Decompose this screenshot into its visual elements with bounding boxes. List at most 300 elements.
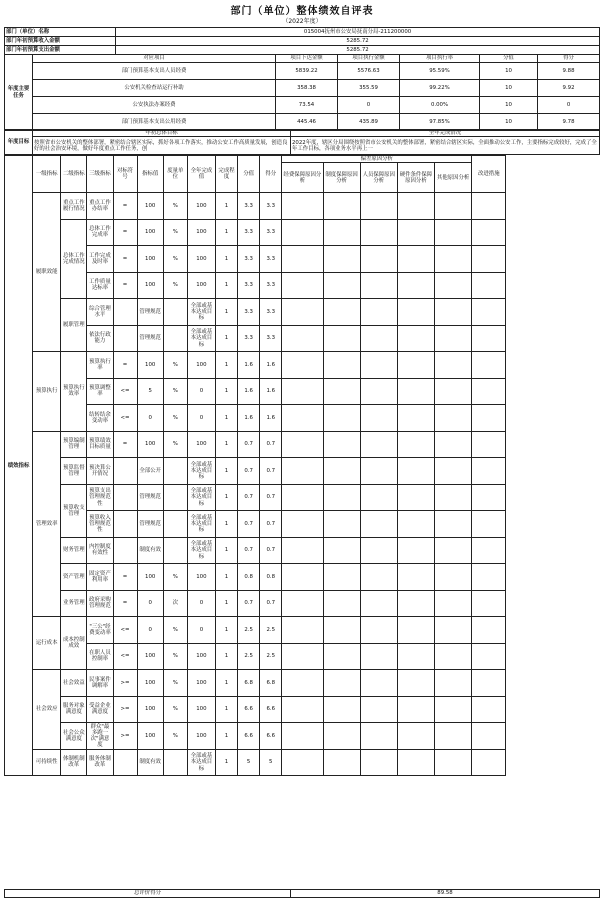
level3-indicator: 群众"最多跑一次"满意度 — [87, 723, 113, 750]
unit: % — [163, 564, 187, 591]
indicator-row — [5, 537, 599, 564]
task-executed: 435.89 — [338, 114, 400, 131]
indicator-row — [5, 272, 599, 299]
weight: 1.6 — [238, 352, 260, 379]
empty-analysis-cell — [282, 749, 323, 776]
comparison-symbol — [113, 299, 137, 326]
empty-analysis-cell — [435, 219, 472, 246]
empty-analysis-cell — [397, 590, 434, 617]
empty-analysis-cell — [360, 590, 397, 617]
empty-analysis-cell — [282, 511, 323, 538]
actual-value: 100 — [187, 696, 215, 723]
indicator-header: 分值 — [238, 156, 260, 193]
weight: 6.6 — [238, 723, 260, 750]
empty-analysis-cell — [397, 564, 434, 591]
score: 3.3 — [260, 272, 282, 299]
comparison-symbol: = — [113, 272, 137, 299]
target-value: 管理规范 — [137, 484, 163, 511]
indicator-header: 二级指标 — [61, 156, 87, 193]
task-executed: 355.59 — [338, 80, 400, 97]
budget-expense-value: 5285.72 — [116, 46, 600, 55]
target-value: 管理规范 — [137, 511, 163, 538]
empty-analysis-cell — [472, 749, 506, 776]
task-rate: 95.59% — [400, 63, 480, 80]
empty-analysis-cell — [472, 617, 506, 644]
target-value: 100 — [137, 246, 163, 273]
indicator-row — [5, 352, 599, 379]
empty-analysis-cell — [397, 299, 434, 326]
level3-indicator: 结转结余变动率 — [87, 405, 113, 432]
indicator-row — [5, 246, 599, 273]
budget-income-value: 5285.72 — [116, 37, 600, 46]
tasks-header-project: 对应项目 — [33, 55, 276, 63]
level3-indicator: 预算支出管理规范性 — [87, 484, 113, 511]
task-row — [5, 63, 600, 80]
score: 2.5 — [260, 643, 282, 670]
empty-analysis-cell — [472, 564, 506, 591]
weight: 0.7 — [238, 590, 260, 617]
empty-analysis-cell — [397, 484, 434, 511]
empty-analysis-cell — [435, 484, 472, 511]
score: 0.7 — [260, 484, 282, 511]
level1-indicator: 管理效率 — [33, 431, 61, 617]
empty-analysis-cell — [435, 325, 472, 352]
level2-indicator: 履职管理 — [61, 299, 87, 352]
tasks-header-allocated: 项目下达金额 — [276, 55, 338, 63]
task-project: 部门预算基本支出公用经费 — [33, 114, 276, 131]
completion-degree: 1 — [215, 749, 237, 776]
level2-indicator: 体制机制改革 — [61, 749, 87, 776]
task-allocated: 358.38 — [276, 80, 338, 97]
unit: % — [163, 696, 187, 723]
empty-analysis-cell — [472, 246, 506, 273]
comparison-symbol: <= — [113, 643, 137, 670]
score: 6.6 — [260, 723, 282, 750]
empty-analysis-cell — [360, 537, 397, 564]
task-score: 0 — [538, 97, 600, 114]
completion-degree: 1 — [215, 352, 237, 379]
task-executed: 5576.63 — [338, 63, 400, 80]
empty-analysis-cell — [472, 696, 506, 723]
level3-indicator: 预决算公开情况 — [87, 458, 113, 485]
empty-analysis-cell — [323, 246, 360, 273]
dept-name-value: 015004抚州市公安局抚南分局-211200000 — [116, 28, 600, 37]
completion-degree: 1 — [215, 484, 237, 511]
deviation-header: 偏差原因分析 — [282, 156, 472, 163]
empty-analysis-cell — [435, 405, 472, 432]
empty-analysis-cell — [360, 431, 397, 458]
unit: 次 — [163, 590, 187, 617]
empty-analysis-cell — [472, 299, 506, 326]
unit — [163, 537, 187, 564]
empty-analysis-cell — [360, 219, 397, 246]
completion-degree: 1 — [215, 431, 237, 458]
score: 0.8 — [260, 564, 282, 591]
empty-analysis-cell — [323, 511, 360, 538]
score: 0.7 — [260, 431, 282, 458]
indicator-row — [5, 325, 599, 352]
target-value: 100 — [137, 431, 163, 458]
deviation-col-header: 硬件条件保障原因分析 — [397, 163, 434, 193]
weight: 0.7 — [238, 537, 260, 564]
empty-analysis-cell — [360, 272, 397, 299]
empty-analysis-cell — [323, 458, 360, 485]
target-value: 100 — [137, 193, 163, 220]
weight: 1.6 — [238, 405, 260, 432]
empty-analysis-cell — [397, 458, 434, 485]
unit: % — [163, 405, 187, 432]
completion-degree: 1 — [215, 564, 237, 591]
unit — [163, 484, 187, 511]
unit — [163, 299, 187, 326]
empty-analysis-cell — [397, 643, 434, 670]
target-value: 管理规范 — [137, 299, 163, 326]
empty-analysis-cell — [282, 484, 323, 511]
indicator-row — [5, 723, 599, 750]
target-value: 全部公开 — [137, 458, 163, 485]
comparison-symbol: = — [113, 590, 137, 617]
empty-analysis-cell — [323, 590, 360, 617]
empty-analysis-cell — [323, 219, 360, 246]
empty-analysis-cell — [282, 670, 323, 697]
empty-analysis-cell — [323, 431, 360, 458]
improvement-header: 改进措施 — [472, 156, 506, 193]
task-score: 9.88 — [538, 63, 600, 80]
completion-degree: 1 — [215, 405, 237, 432]
level3-indicator: "三公"经费变动率 — [87, 617, 113, 644]
empty-analysis-cell — [282, 272, 323, 299]
tasks-section-label: 年度主要任务 — [5, 55, 33, 131]
weight: 0.7 — [238, 458, 260, 485]
completion-degree: 1 — [215, 723, 237, 750]
comparison-symbol: = — [113, 219, 137, 246]
completion-degree: 1 — [215, 458, 237, 485]
actual-value: 0 — [187, 405, 215, 432]
task-project: 部门预算基本支出人员经费 — [33, 63, 276, 80]
score: 1.6 — [260, 405, 282, 432]
actual-value: 全部或基本达成目标 — [187, 458, 215, 485]
indicator-row — [5, 564, 599, 591]
empty-analysis-cell — [472, 352, 506, 379]
comparison-symbol: <= — [113, 405, 137, 432]
empty-analysis-cell — [397, 352, 434, 379]
comparison-symbol — [113, 537, 137, 564]
target-value: 管理规范 — [137, 325, 163, 352]
actual-value: 全部或基本达成目标 — [187, 511, 215, 538]
level3-indicator: 预算调整率 — [87, 378, 113, 405]
comparison-symbol: = — [113, 431, 137, 458]
comparison-symbol: >= — [113, 723, 137, 750]
budget-income-label: 部门年初预算收入金额 — [5, 37, 116, 46]
actual-value: 全部或基本达成目标 — [187, 325, 215, 352]
indicator-header: 完成程度 — [215, 156, 237, 193]
target-value: 制度有效 — [137, 537, 163, 564]
task-row — [5, 97, 600, 114]
empty-analysis-cell — [435, 617, 472, 644]
empty-analysis-cell — [323, 405, 360, 432]
unit: % — [163, 617, 187, 644]
completion-degree: 1 — [215, 670, 237, 697]
empty-analysis-cell — [282, 590, 323, 617]
level2-indicator: 业务管理 — [61, 590, 87, 617]
task-allocated: 445.46 — [276, 114, 338, 131]
actual-value: 100 — [187, 246, 215, 273]
empty-analysis-cell — [360, 643, 397, 670]
target-value: 100 — [137, 723, 163, 750]
empty-analysis-cell — [323, 272, 360, 299]
empty-analysis-cell — [435, 511, 472, 538]
empty-analysis-cell — [360, 193, 397, 220]
target-value: 100 — [137, 670, 163, 697]
empty-analysis-cell — [360, 246, 397, 273]
level3-indicator: 服务体制改革 — [87, 749, 113, 776]
empty-analysis-cell — [323, 643, 360, 670]
completion-degree: 1 — [215, 219, 237, 246]
summary-table — [4, 27, 600, 131]
comparison-symbol: <= — [113, 378, 137, 405]
empty-analysis-cell — [360, 405, 397, 432]
dept-name-label: 部门（单位）名称 — [5, 28, 116, 37]
weight: 3.3 — [238, 272, 260, 299]
empty-analysis-cell — [397, 193, 434, 220]
indicator-row — [5, 696, 599, 723]
score: 3.3 — [260, 246, 282, 273]
unit — [163, 511, 187, 538]
comparison-symbol — [113, 325, 137, 352]
level1-indicator: 预算执行 — [33, 352, 61, 432]
level3-indicator: 固定资产利用率 — [87, 564, 113, 591]
empty-analysis-cell — [323, 564, 360, 591]
completion-header: 全年完成情况 — [291, 130, 600, 137]
completion-degree: 1 — [215, 617, 237, 644]
empty-analysis-cell — [435, 272, 472, 299]
actual-value: 100 — [187, 723, 215, 750]
empty-analysis-cell — [360, 723, 397, 750]
actual-value: 0 — [187, 378, 215, 405]
actual-value: 0 — [187, 590, 215, 617]
empty-analysis-cell — [397, 431, 434, 458]
level3-indicator: 政府采购管理规范 — [87, 590, 113, 617]
comparison-symbol: >= — [113, 696, 137, 723]
tasks-header-score: 得分 — [538, 55, 600, 63]
empty-analysis-cell — [397, 537, 434, 564]
empty-analysis-cell — [435, 299, 472, 326]
empty-analysis-cell — [282, 246, 323, 273]
tasks-header-rate: 项目执行率 — [400, 55, 480, 63]
empty-analysis-cell — [360, 617, 397, 644]
level2-indicator: 总体工作完成情况 — [61, 219, 87, 299]
comparison-symbol: = — [113, 193, 137, 220]
empty-analysis-cell — [472, 431, 506, 458]
completion-degree: 1 — [215, 378, 237, 405]
goals-table — [4, 129, 600, 155]
weight: 0.7 — [238, 511, 260, 538]
indicator-row — [5, 590, 599, 617]
score: 3.3 — [260, 219, 282, 246]
task-row — [5, 80, 600, 97]
completion-degree: 1 — [215, 511, 237, 538]
empty-analysis-cell — [323, 378, 360, 405]
level3-indicator: 依法行政能力 — [87, 325, 113, 352]
empty-analysis-cell — [472, 590, 506, 617]
task-rate: 0.00% — [400, 97, 480, 114]
comparison-symbol: >= — [113, 670, 137, 697]
target-value: 制度有效 — [137, 749, 163, 776]
empty-analysis-cell — [472, 405, 506, 432]
empty-analysis-cell — [360, 458, 397, 485]
level2-indicator: 预算监督管理 — [61, 458, 87, 485]
annual-goal-text: 按照省市公安机关的整体部署，紧密结合辖区实际，抓好各项工作落实，推动公安工作高质量发展，创造良好的社会治安环境，做好年度重点工作任务，创 — [33, 137, 291, 155]
weight: 1.6 — [238, 378, 260, 405]
empty-analysis-cell — [360, 378, 397, 405]
task-allocated: 73.54 — [276, 97, 338, 114]
empty-analysis-cell — [435, 352, 472, 379]
empty-analysis-cell — [282, 723, 323, 750]
page-title: 部门（单位）整体绩效自评表 — [230, 6, 374, 17]
indicator-header: 三级指标 — [87, 156, 113, 193]
level2-indicator: 预算执行效率 — [61, 352, 87, 432]
total-label: 总评价得分 — [5, 890, 291, 898]
weight: 6.6 — [238, 696, 260, 723]
weight: 3.3 — [238, 193, 260, 220]
empty-analysis-cell — [472, 511, 506, 538]
comparison-symbol: = — [113, 246, 137, 273]
empty-analysis-cell — [323, 193, 360, 220]
score: 3.3 — [260, 299, 282, 326]
empty-analysis-cell — [397, 219, 434, 246]
indicator-header: 得分 — [260, 156, 282, 193]
empty-analysis-cell — [472, 537, 506, 564]
target-value: 100 — [137, 352, 163, 379]
empty-analysis-cell — [360, 564, 397, 591]
task-weight: 10 — [480, 97, 538, 114]
unit: % — [163, 723, 187, 750]
empty-analysis-cell — [323, 749, 360, 776]
indicator-row — [5, 431, 599, 458]
comparison-symbol — [113, 511, 137, 538]
annual-goal-header: 年初总体目标 — [33, 130, 291, 137]
empty-analysis-cell — [397, 696, 434, 723]
comparison-symbol — [113, 749, 137, 776]
score: 3.3 — [260, 193, 282, 220]
completion-degree: 1 — [215, 643, 237, 670]
actual-value: 100 — [187, 219, 215, 246]
score: 5 — [260, 749, 282, 776]
completion-degree: 1 — [215, 272, 237, 299]
completion-degree: 1 — [215, 590, 237, 617]
unit: % — [163, 643, 187, 670]
empty-analysis-cell — [360, 299, 397, 326]
empty-analysis-cell — [397, 272, 434, 299]
empty-analysis-cell — [435, 696, 472, 723]
weight: 3.3 — [238, 325, 260, 352]
level3-indicator: 在职人员控制率 — [87, 643, 113, 670]
empty-analysis-cell — [282, 299, 323, 326]
completion-degree: 1 — [215, 696, 237, 723]
empty-analysis-cell — [435, 590, 472, 617]
unit: % — [163, 193, 187, 220]
score: 6.8 — [260, 670, 282, 697]
empty-analysis-cell — [435, 723, 472, 750]
actual-value: 全部或基本达成目标 — [187, 749, 215, 776]
weight: 3.3 — [238, 246, 260, 273]
indicator-row — [5, 643, 599, 670]
weight: 0.7 — [238, 484, 260, 511]
empty-analysis-cell — [397, 325, 434, 352]
unit — [163, 325, 187, 352]
task-rate: 99.22% — [400, 80, 480, 97]
task-score: 9.78 — [538, 114, 600, 131]
empty-analysis-cell — [435, 431, 472, 458]
actual-value: 100 — [187, 431, 215, 458]
indicator-row — [5, 670, 599, 697]
comparison-symbol: <= — [113, 617, 137, 644]
empty-analysis-cell — [360, 670, 397, 697]
indicators-table — [4, 155, 599, 776]
empty-analysis-cell — [360, 696, 397, 723]
goals-section-label: 年度目标 — [5, 130, 33, 155]
empty-analysis-cell — [282, 219, 323, 246]
tasks-header-executed: 项目执行金额 — [338, 55, 400, 63]
empty-analysis-cell — [397, 723, 434, 750]
level3-indicator: 综合管理水平 — [87, 299, 113, 326]
level3-indicator: 预算收入管理规范性 — [87, 511, 113, 538]
empty-analysis-cell — [435, 643, 472, 670]
task-executed: 0 — [338, 97, 400, 114]
level3-indicator: 民事案件调解率 — [87, 670, 113, 697]
budget-expense-label: 部门年初预算支出金额 — [5, 46, 116, 55]
empty-analysis-cell — [435, 458, 472, 485]
task-project: 公安执法办案经费 — [33, 97, 276, 114]
weight: 2.5 — [238, 617, 260, 644]
level1-indicator: 履职效能 — [33, 193, 61, 352]
unit: % — [163, 431, 187, 458]
weight: 5 — [238, 749, 260, 776]
completion-degree: 1 — [215, 325, 237, 352]
actual-value: 100 — [187, 643, 215, 670]
weight: 3.3 — [238, 299, 260, 326]
unit: % — [163, 246, 187, 273]
completion-degree: 1 — [215, 246, 237, 273]
target-value: 0 — [137, 405, 163, 432]
empty-analysis-cell — [323, 617, 360, 644]
level2-indicator: 财务管理 — [61, 537, 87, 564]
empty-analysis-cell — [360, 511, 397, 538]
empty-analysis-cell — [360, 484, 397, 511]
task-weight: 10 — [480, 80, 538, 97]
empty-analysis-cell — [323, 696, 360, 723]
empty-analysis-cell — [435, 246, 472, 273]
weight: 0.8 — [238, 564, 260, 591]
tasks-header-weight: 分值 — [480, 55, 538, 63]
score: 2.5 — [260, 617, 282, 644]
level3-indicator: 受益企业满意度 — [87, 696, 113, 723]
total-value: 89.58 — [291, 890, 600, 898]
empty-analysis-cell — [472, 272, 506, 299]
empty-analysis-cell — [323, 352, 360, 379]
empty-analysis-cell — [282, 537, 323, 564]
empty-analysis-cell — [282, 193, 323, 220]
report-year: （2022年度） — [282, 18, 322, 25]
indicator-row — [5, 484, 599, 511]
deviation-col-header: 其他原因分析 — [435, 163, 472, 193]
empty-analysis-cell — [472, 219, 506, 246]
indicator-row — [5, 405, 599, 432]
deviation-col-header: 制度保障原因分析 — [323, 163, 360, 193]
empty-analysis-cell — [282, 352, 323, 379]
level1-indicator: 可持续性 — [33, 749, 61, 776]
task-allocated: 5839.22 — [276, 63, 338, 80]
